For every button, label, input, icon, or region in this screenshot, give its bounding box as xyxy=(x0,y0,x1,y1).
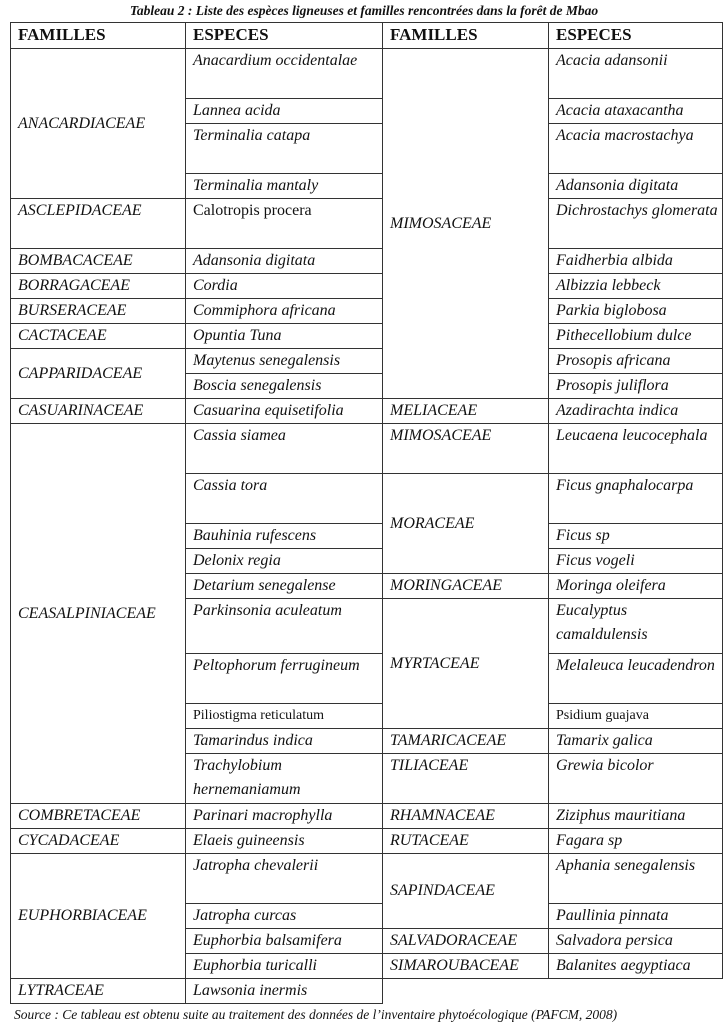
species-cell: Psidium guajava xyxy=(549,704,723,729)
family-cell: RHAMNACEAE xyxy=(383,804,549,829)
table-row xyxy=(11,979,723,1004)
species-cell: Boscia senegalensis xyxy=(186,374,383,399)
family-cell: EUPHORBIACEAE xyxy=(11,854,186,979)
table-row xyxy=(11,424,723,474)
species-cell: Albizzia lebbeck xyxy=(549,274,723,299)
species-table xyxy=(10,22,723,1004)
table-row xyxy=(11,324,723,349)
species-cell: Terminalia catapa xyxy=(186,124,383,174)
species-cell: Acacia ataxacantha xyxy=(549,99,723,124)
species-cell: Trachylobium hernemaniamum xyxy=(186,754,383,804)
species-cell: Melaleuca leucadendron xyxy=(549,654,723,704)
species-cell: Euphorbia balsamifera xyxy=(186,929,383,954)
header-row xyxy=(11,23,723,49)
species-cell: Piliostigma reticulatum xyxy=(186,704,383,729)
family-cell: COMBRETACEAE xyxy=(11,804,186,829)
species-cell: Paullinia pinnata xyxy=(549,904,723,929)
species-cell: Jatropha chevalerii xyxy=(186,854,383,904)
header-species-right: ESPECES xyxy=(549,23,723,49)
species-cell: Delonix regia xyxy=(186,549,383,574)
species-cell: Grewia bicolor xyxy=(549,754,723,804)
species-cell: Parkia biglobosa xyxy=(549,299,723,324)
species-cell: Adansonia digitata xyxy=(186,249,383,274)
table-row xyxy=(11,854,723,904)
species-cell: Adansonia digitata xyxy=(549,174,723,199)
family-cell: LYTRACEAE xyxy=(11,979,186,1004)
species-cell: Lawsonia inermis xyxy=(186,979,383,1004)
family-cell: MORACEAE xyxy=(383,474,549,574)
species-cell: Cordia xyxy=(186,274,383,299)
species-cell: Ficus sp xyxy=(549,524,723,549)
species-cell: Cassia tora xyxy=(186,474,383,524)
table-row xyxy=(11,829,723,854)
table-row xyxy=(11,199,723,249)
family-cell: ANACARDIACEAE xyxy=(11,49,186,199)
table-row xyxy=(11,399,723,424)
species-cell: Commiphora africana xyxy=(186,299,383,324)
source-note: Source : Ce tableau est obtenu suite au traitement des données de l’inventaire phytoécologique (PAFCM, 2008) xyxy=(14,1007,618,1022)
species-cell: Terminalia mantaly xyxy=(186,174,383,199)
family-cell: MELIACEAE xyxy=(383,399,549,424)
species-cell: Calotropis procera xyxy=(186,199,383,249)
species-cell: Ficus gnaphalocarpa xyxy=(549,474,723,524)
species-cell: Casuarina equisetifolia xyxy=(186,399,383,424)
table-row xyxy=(11,299,723,324)
family-cell: CASUARINACEAE xyxy=(11,399,186,424)
species-cell: Parkinsonia aculeatum xyxy=(186,599,383,654)
table-row xyxy=(11,49,723,99)
species-cell: Tamarindus indica xyxy=(186,729,383,754)
table-row xyxy=(11,249,723,274)
species-cell: Balanites aegyptiaca xyxy=(549,954,723,979)
family-cell: MORINGACEAE xyxy=(383,574,549,599)
table-row xyxy=(11,349,723,374)
family-cell: BORRAGACEAE xyxy=(11,274,186,299)
species-cell: Acacia macrostachya xyxy=(549,124,723,174)
family-cell: SIMAROUBACEAE xyxy=(383,954,549,979)
species-cell: Salvadora persica xyxy=(549,929,723,954)
species-cell: Ficus vogeli xyxy=(549,549,723,574)
species-cell: Fagara sp xyxy=(549,829,723,854)
species-cell: Parinari macrophylla xyxy=(186,804,383,829)
family-cell: MYRTACEAE xyxy=(383,599,549,729)
empty-cell xyxy=(383,979,723,1004)
family-cell: BURSERACEAE xyxy=(11,299,186,324)
species-cell: Lannea acida xyxy=(186,99,383,124)
family-cell: MIMOSACEAE xyxy=(383,49,549,399)
species-cell: Tamarix galica xyxy=(549,729,723,754)
family-cell: BOMBACACEAE xyxy=(11,249,186,274)
family-cell: CEASALPINIACEAE xyxy=(11,424,186,804)
species-cell: Elaeis guineensis xyxy=(186,829,383,854)
header-families-right: FAMILLES xyxy=(383,23,549,49)
species-cell: Anacardium occidentalae xyxy=(186,49,383,99)
species-cell: Cassia siamea xyxy=(186,424,383,474)
header-species-left: ESPECES xyxy=(186,23,383,49)
table-row xyxy=(11,274,723,299)
family-cell: SAPINDACEAE xyxy=(383,854,549,929)
species-cell: Peltophorum ferrugineum xyxy=(186,654,383,704)
species-cell: Acacia adansonii xyxy=(549,49,723,99)
species-cell: Moringa oleifera xyxy=(549,574,723,599)
family-cell: SALVADORACEAE xyxy=(383,929,549,954)
family-cell: RUTACEAE xyxy=(383,829,549,854)
species-cell: Prosopis juliflora xyxy=(549,374,723,399)
species-cell: Opuntia Tuna xyxy=(186,324,383,349)
species-cell: Leucaena leucocephala xyxy=(549,424,723,474)
species-cell: Aphania senegalensis xyxy=(549,854,723,904)
family-cell: ASCLEPIDACEAE xyxy=(11,199,186,249)
family-cell: TILIACEAE xyxy=(383,754,549,804)
species-cell: Bauhinia rufescens xyxy=(186,524,383,549)
family-cell: CAPPARIDACEAE xyxy=(11,349,186,399)
species-cell: Pithecellobium dulce xyxy=(549,324,723,349)
table-row xyxy=(11,804,723,829)
table-caption: Tableau 2 : Liste des espèces ligneuses et familles rencontrées dans la forêt de Mbao xyxy=(129,3,599,18)
species-cell: Prosopis africana xyxy=(549,349,723,374)
species-cell: Euphorbia turicalli xyxy=(186,954,383,979)
species-cell: Jatropha curcas xyxy=(186,904,383,929)
family-cell: CYCADACEAE xyxy=(11,829,186,854)
species-cell: Ziziphus mauritiana xyxy=(549,804,723,829)
species-cell: Dichrostachys glomerata xyxy=(549,199,723,249)
header-families-left: FAMILLES xyxy=(11,23,186,49)
species-cell: Azadirachta indica xyxy=(549,399,723,424)
family-cell: TAMARICACEAE xyxy=(383,729,549,754)
species-cell: Maytenus senegalensis xyxy=(186,349,383,374)
species-cell: Eucalyptus camaldulensis xyxy=(549,599,723,654)
species-cell: Detarium senegalense xyxy=(186,574,383,599)
species-cell: Faidherbia albida xyxy=(549,249,723,274)
family-cell: CACTACEAE xyxy=(11,324,186,349)
family-cell: MIMOSACEAE xyxy=(383,424,549,474)
